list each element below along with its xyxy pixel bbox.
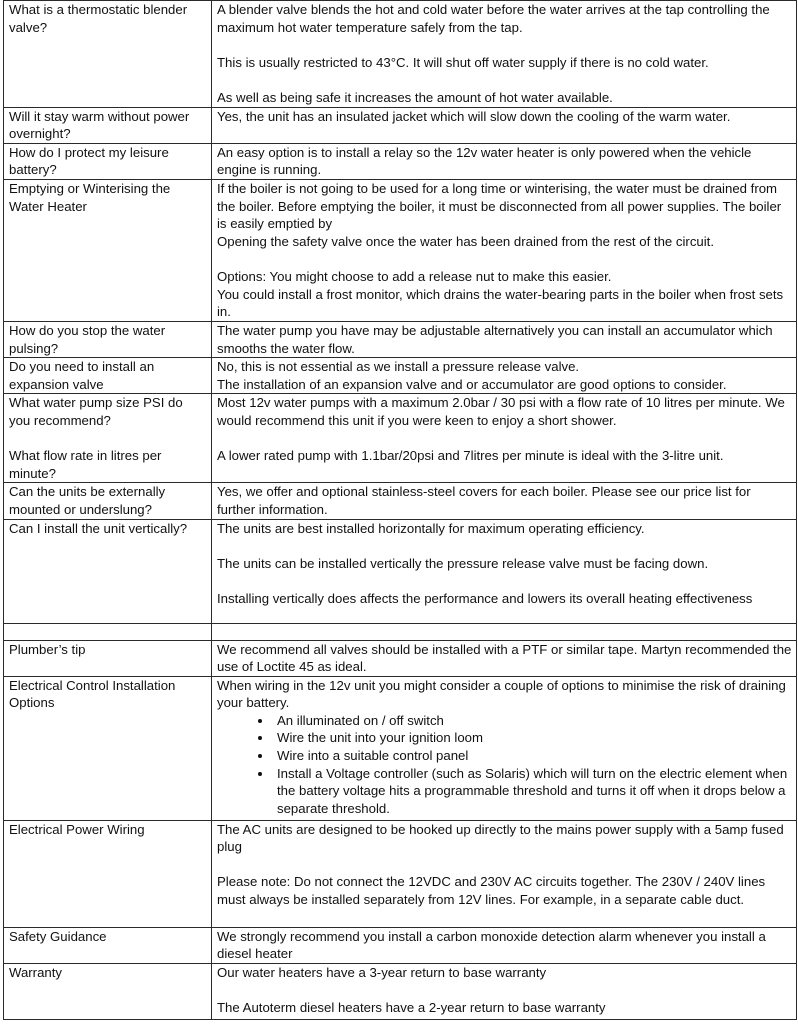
list-item: • Wire into a suitable control panel	[273, 747, 792, 765]
answer-text: Yes, the unit has an insulated jacket which will slow down the cooling of the warm water.	[217, 108, 731, 124]
question-cell	[4, 483, 212, 519]
empty-cell	[4, 623, 212, 640]
list-item: • Install a Voltage controller (such as Solaris) which will turn on the electric element when the battery voltage hits a programmable threshold and turns it off when it drops below a separate threshold.	[273, 765, 792, 818]
faq-table	[3, 0, 797, 1020]
answer-cell	[212, 820, 797, 927]
question-text: What is a thermostatic blender valve?	[9, 2, 188, 35]
question-text: How do you stop the water pulsing?	[9, 322, 166, 356]
answer-text: We strongly recommend you install a carbon monoxide detection alarm whenever you install a diesel heater	[217, 928, 766, 962]
question-cell	[4, 676, 212, 820]
question-text: Safety Guidance	[9, 928, 107, 944]
answer-text: You could install a frost monitor, which drains the water-bearing parts in the boiler when frost sets in.	[217, 286, 784, 320]
answer-text: Yes, we offer and optional stainless-steel covers for each boiler. Please see our price list for further information.	[217, 484, 751, 517]
answer-cell	[212, 640, 797, 676]
list-item: • Wire the unit into your ignition loom	[273, 729, 792, 747]
answer-cell	[212, 394, 797, 483]
answer-cell	[212, 519, 797, 623]
answer-text: Options: You might choose to add a release nut to make this easier.	[217, 268, 612, 284]
table-row	[4, 820, 797, 927]
question-text: What water pump size PSI do you recommend?	[9, 395, 183, 428]
question-text: Will it stay warm without power overnight?	[9, 108, 190, 142]
table-row	[4, 394, 797, 483]
answer-text: When wiring in the 12v unit you might consider a couple of options to minimise the risk of draining your battery.	[217, 677, 786, 711]
answer-text: Please note: Do not connect the 12VDC and 230V AC circuits together. The 230V / 240V lines must always be installed separately from 12V lines. For example, in a separate cable duct.	[217, 874, 766, 908]
table-row	[4, 640, 797, 676]
table-row	[4, 143, 797, 179]
table-row	[4, 927, 797, 963]
question-text: How do I protect my leisure battery?	[9, 144, 169, 178]
answer-cell	[212, 927, 797, 963]
bullet-list	[217, 712, 792, 818]
answer-text: As well as being safe it increases the amount of hot water available.	[217, 89, 613, 105]
answer-cell	[212, 358, 797, 394]
question-cell	[4, 963, 212, 1019]
answer-text: Opening the safety valve once the water has been drained from the rest of the circuit.	[217, 233, 715, 249]
question-text: Can the units be externally mounted or underslung?	[9, 484, 166, 517]
question-cell	[4, 358, 212, 394]
list-item: • An illuminated on / off switch	[273, 712, 792, 730]
question-cell	[4, 143, 212, 179]
answer-cell	[212, 321, 797, 357]
answer-cell	[212, 1, 797, 108]
answer-text: Our water heaters have a 3-year return to base warranty	[217, 964, 547, 980]
answer-text: The units are best installed horizontally for maximum operating efficiency.	[217, 520, 645, 536]
question-text: Plumber’s tip	[9, 641, 86, 657]
question-cell	[4, 519, 212, 623]
question-text: Electrical Control Installation Options	[9, 677, 176, 711]
answer-text: The water pump you have may be adjustable alternatively you can install an accumulator which smooths the water flow.	[217, 322, 773, 356]
table-row	[4, 483, 797, 519]
empty-row	[4, 623, 797, 640]
table-row	[4, 107, 797, 143]
answer-text: The AC units are designed to be hooked up directly to the mains power supply with a 5amp fused plug	[217, 821, 784, 855]
table-row	[4, 676, 797, 820]
table-row	[4, 179, 797, 321]
answer-text: A lower rated pump with 1.1bar/20psi and 7litres per minute is ideal with the 3-litre unit.	[217, 448, 724, 464]
question-cell	[4, 394, 212, 483]
answer-cell	[212, 483, 797, 519]
answer-text: An easy option is to install a relay so the 12v water heater is only powered when the vehicle engine is running.	[217, 144, 752, 178]
answer-text: The Autoterm diesel heaters have a 2-year return to base warranty	[217, 1000, 606, 1016]
answer-text: If the boiler is not going to be used for a long time or winterising, the water must be drained from the boiler. Before emptying the boiler, it must be disconnected from all power supplies. The boiler is easily emptied by	[217, 180, 782, 232]
empty-cell	[212, 623, 797, 640]
table-row	[4, 519, 797, 623]
question-cell	[4, 820, 212, 927]
answer-text: Installing vertically does affects the performance and lowers its overall heating effectiveness	[217, 590, 753, 606]
question-cell	[4, 640, 212, 676]
question-text: Emptying or Winterising the Water Heater	[9, 180, 171, 214]
table-row	[4, 358, 797, 394]
answer-text: The units can be installed vertically the pressure release valve must be facing down.	[217, 555, 709, 571]
table-row	[4, 321, 797, 357]
answer-cell	[212, 107, 797, 143]
question-text: Warranty	[9, 964, 63, 980]
question-cell	[4, 107, 212, 143]
answer-cell	[212, 676, 797, 820]
answer-text: This is usually restricted to 43°C. It will shut off water supply if there is no cold water.	[217, 54, 709, 70]
answer-cell	[212, 179, 797, 321]
question-text: What flow rate in litres per minute?	[9, 448, 162, 481]
question-text: Can I install the unit vertically?	[9, 520, 188, 536]
question-cell	[4, 179, 212, 321]
question-text: Electrical Power Wiring	[9, 821, 145, 837]
answer-text: Most 12v water pumps with a maximum 2.0bar / 30 psi with a flow rate of 10 litres per minute. We would recommend this unit if you were keen to enjoy a short shower.	[217, 395, 785, 428]
question-cell	[4, 927, 212, 963]
table-row	[4, 1, 797, 108]
answer-cell	[212, 963, 797, 1019]
faq-document	[3, 0, 794, 1020]
answer-text: The installation of an expansion valve and or accumulator are good options to consider.	[217, 376, 727, 392]
answer-text: A blender valve blends the hot and cold water before the water arrives at the tap controlling the maximum hot water temperature safely from the tap.	[217, 2, 770, 35]
question-cell	[4, 1, 212, 108]
question-cell	[4, 321, 212, 357]
answer-text: No, this is not essential as we install a pressure release valve.	[217, 359, 580, 375]
question-text: Do you need to install an expansion valve	[9, 359, 155, 392]
answer-cell	[212, 143, 797, 179]
table-row	[4, 963, 797, 1019]
answer-text: We recommend all valves should be installed with a PTF or similar tape. Martyn recommended the use of Loctite 45 as ideal.	[217, 641, 792, 675]
